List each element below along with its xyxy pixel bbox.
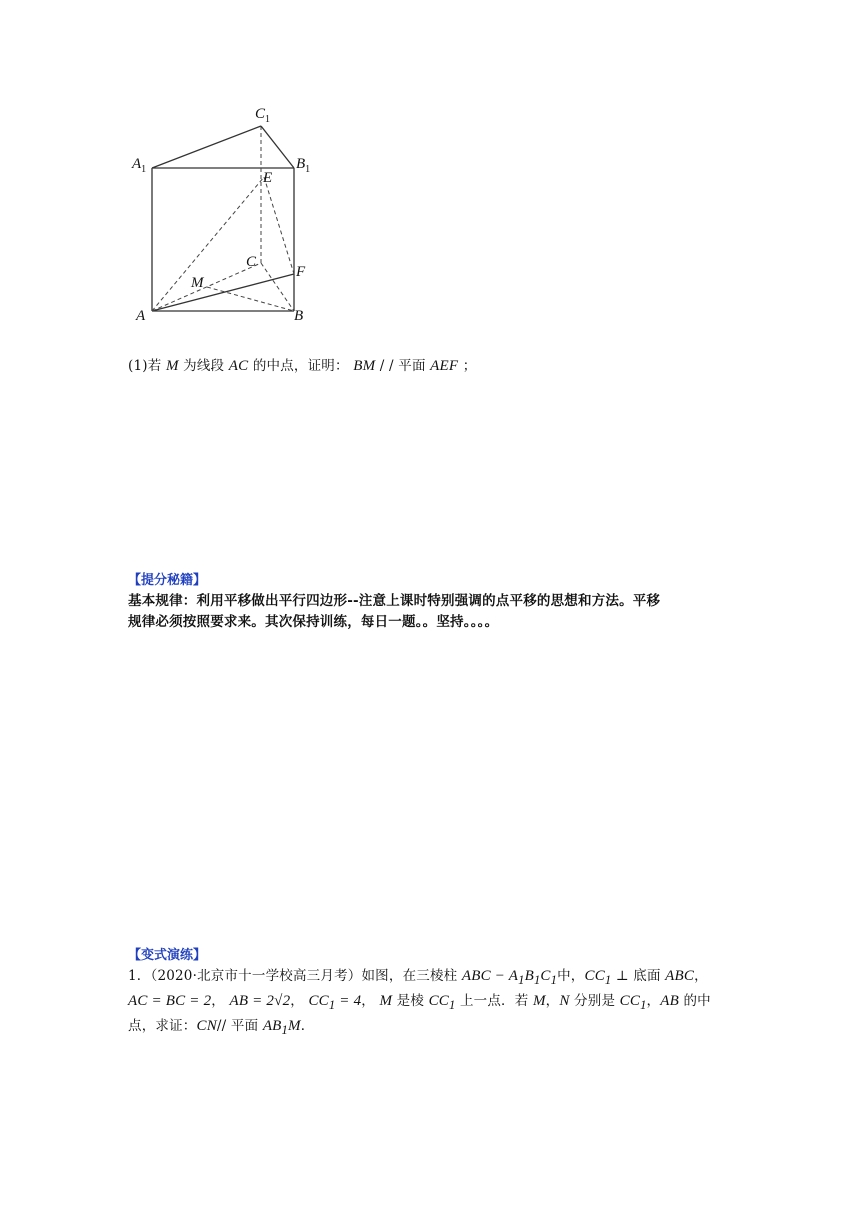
p3-plane: $AB_1M$ (262, 1018, 301, 1037)
q1-end: ； (462, 358, 477, 374)
p3-cn: CN (196, 1018, 217, 1034)
p2-sep-5: ， (646, 993, 661, 1009)
q1-segment-ac: AC (228, 358, 249, 374)
prism-figure (128, 100, 328, 330)
q1-line-bm: BM (353, 358, 376, 374)
prism-diagram (128, 100, 328, 330)
q1-parallel: / / 平面 (379, 358, 431, 374)
label-A1: $A_1$ (132, 156, 147, 175)
p3-end: ． (300, 1018, 315, 1034)
q1-text-1: 为线段 (183, 358, 229, 374)
practice-line-1 (128, 964, 708, 988)
p2-cc1-b: $CC_1$ (428, 993, 456, 1012)
p2-ab2: AB (660, 993, 679, 1009)
practice-line-2 (128, 989, 711, 1013)
p1-abc: ABC (665, 968, 695, 984)
q1-prefix: (1)若 (128, 358, 162, 374)
edge-AE (152, 177, 264, 311)
p2-sep-1: ， (211, 993, 225, 1009)
p2-ab: AB = 2√2 (229, 993, 291, 1009)
tips-line-2: 规律必须按照要求来。其次保持训练，每日一题。。坚持。。。。 (128, 614, 499, 630)
label-A: A (136, 308, 146, 324)
q1-point-m: M (165, 358, 179, 374)
p2-text-h: 是棱 (392, 993, 429, 1009)
practice-heading: 【变式演练】 (128, 948, 207, 963)
practice-line-3 (128, 1014, 314, 1038)
edge-A1C1 (152, 126, 261, 168)
p2-m: M (379, 993, 393, 1009)
label-F: F (296, 264, 306, 280)
edge-EF (264, 177, 294, 274)
p1-prism-name: ABC − $A_1B_1C_1$ (461, 968, 558, 987)
p1-cc1: $CC_1$ (584, 968, 612, 987)
label-C1: $C_1$ (255, 106, 271, 125)
p2-m2: M (532, 993, 546, 1009)
question-1 (128, 354, 476, 375)
p2-n: N (559, 993, 570, 1009)
p2-cc1-c: $CC_1$ (619, 993, 647, 1012)
label-B: B (294, 308, 304, 324)
p1-text-a: 1．（2020·北京市十一学校高三月考）如图，在三棱柱 (128, 968, 458, 984)
p2-text-r: 的中 (678, 993, 711, 1009)
tips-heading: 【提分秘籍】 (128, 573, 207, 588)
p2-cc1: $CC_1 = 4$ (308, 993, 362, 1012)
label-C: C (246, 254, 257, 270)
q1-plane-aef: AEF (430, 358, 459, 374)
p1-text-c: 中， (557, 968, 585, 984)
p2-sep-3: ， (361, 993, 375, 1009)
edge-C1B1 (261, 126, 294, 168)
p3-text-c: // 平面 (216, 1018, 263, 1034)
tips-line-1: 基本规律：利用平移做出平行四边形--注意上课时特别强调的点平移的思想和方法。平移 (128, 593, 661, 609)
label-M: M (191, 275, 204, 291)
p2-ac-bc: AC = BC = 2 (128, 993, 212, 1009)
label-B1: $B_1$ (296, 156, 311, 175)
p2-text-n: 分别是 (569, 993, 620, 1009)
p2-text-j: 上一点．若 (455, 993, 533, 1009)
p3-text-a: 点，求证： (128, 1018, 197, 1034)
label-E: E (263, 170, 273, 186)
p1-text-e: ⊥ 底面 (611, 968, 666, 984)
p2-sep-2: ， (290, 993, 304, 1009)
p1-text-g: ， (694, 968, 708, 984)
edge-CB (261, 263, 294, 311)
edge-MB (207, 287, 294, 311)
p2-sep-4: ， (545, 993, 560, 1009)
q1-text-2: 的中点，证明： (252, 358, 349, 374)
